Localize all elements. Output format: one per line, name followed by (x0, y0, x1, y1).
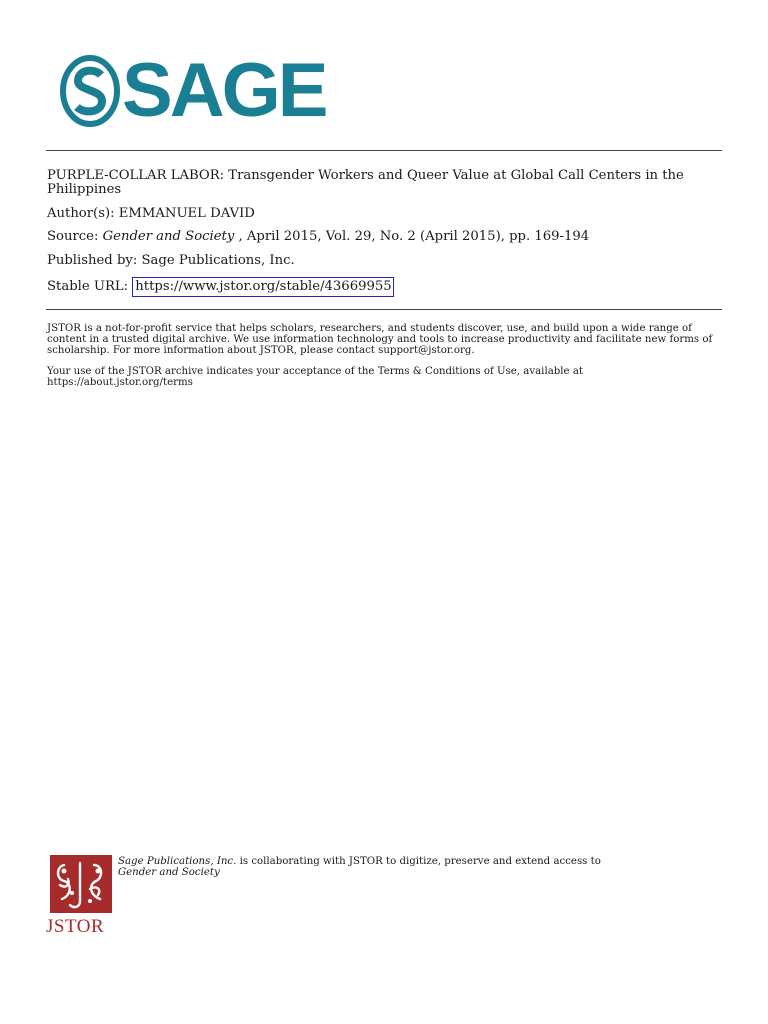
article-title: PURPLE-COLLAR LABOR: Transgender Workers and Queer Value at Global Call Centers in the Philippines (47, 168, 684, 197)
jstor-about-notice: JSTOR is a not-for-profit service that helps scholars, researchers, and students discover, use, and build upon a wide range of content in a trusted digital archive. We use information technology and tools to increase productivity and facilitate new forms of scholarship. For more information about JSTOR, please contact support@jstor.org. (47, 323, 713, 357)
collaboration-notice (118, 856, 718, 878)
sage-s-emblem-icon (60, 55, 120, 127)
stable-url-link[interactable]: https://www.jstor.org/stable/43669955 (132, 277, 393, 297)
footer-collab-text: is collaborating with JSTOR to digitize, preserve and extend access to (236, 856, 601, 867)
sage-logo (60, 48, 330, 133)
jstor-logo-text: JSTOR (46, 916, 105, 937)
article-publisher-line (47, 254, 717, 268)
source-details: , April 2015, Vol. 29, No. 2 (April 2015), pp. 169-194 (234, 229, 590, 244)
author-label: Author(s): (47, 206, 119, 221)
terms-notice: Your use of the JSTOR archive indicates your acceptance of the Terms & Conditions of Use, available at https://about.jstor.org/terms (47, 366, 583, 389)
sage-logo-text: SAGE (122, 48, 326, 133)
published-by-label: Published by: (47, 253, 142, 268)
stable-url-line (47, 280, 717, 294)
publisher-name: Sage Publications, Inc. (141, 253, 295, 268)
footer-journal: Gender and Society (118, 867, 220, 879)
top-divider (46, 150, 722, 151)
article-source-line (47, 230, 717, 244)
journal-name: Gender and Society (102, 229, 235, 244)
footer-publisher: Sage Publications, Inc. (118, 856, 237, 867)
author-name: EMMANUEL DAVID (118, 206, 255, 221)
middle-divider (46, 309, 722, 310)
stable-url-label: Stable URL: (47, 279, 133, 294)
source-label: Source: (47, 229, 103, 244)
article-author-line (47, 207, 717, 221)
